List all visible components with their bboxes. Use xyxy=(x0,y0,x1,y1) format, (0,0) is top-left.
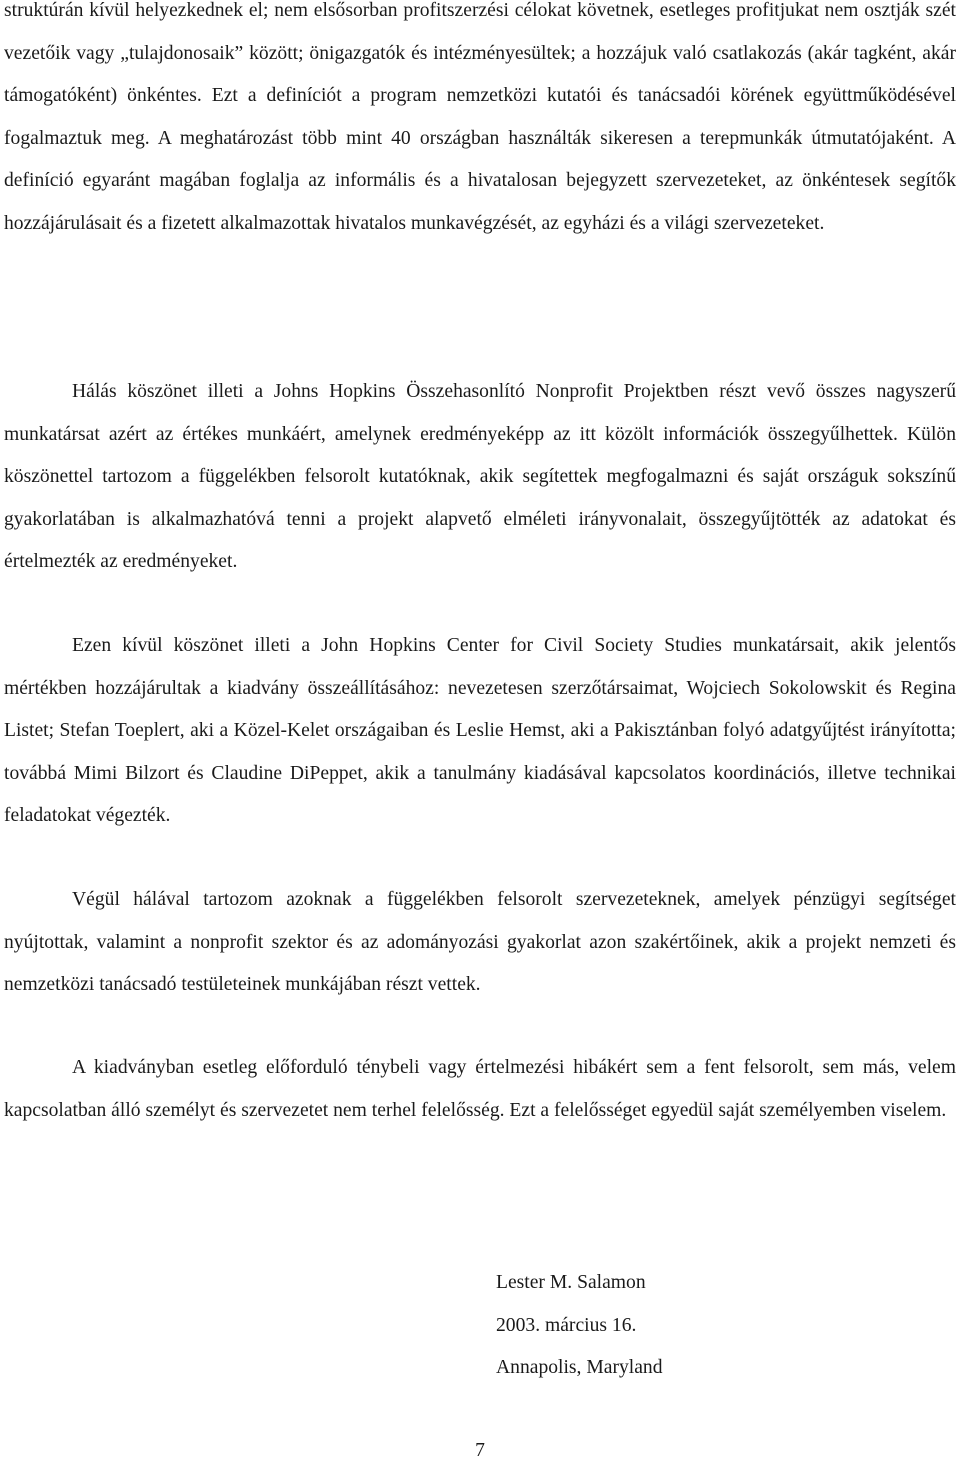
paragraph-acknowledgement-funders: Végül hálával tartozom azoknak a függelékben felsorolt szervezeteknek, amelyek pénzügyi segítséget nyújtottak, valamint a nonprofit szektor és az adományozási gyakorlat azon szakértőinek, akik a projekt nemzeti és nemzetközi tanácsadó testületeinek munkájában részt vettek. xyxy=(4,889,956,996)
signature-place: Annapolis, Maryland xyxy=(496,1357,663,1379)
paragraph-acknowledgement-project: Hálás köszönet illeti a Johns Hopkins Összehasonlító Nonprofit Projektben részt vevő összes nagyszerű munkatársat azért az értékes munkáért, amelynek eredményeképp az itt közölt információk összegyűlhettek. Külön köszönettel tartozom a függelékben felsorolt kutatóknak, akik segítettek megfogalmazni és saját országuk sokszínű gyakorlatában is alkalmazhatóvá tenni a projekt alapvető elméleti irányvonalait, összegyűjtötték az adatokat és értelmezték az eredményeket. xyxy=(4,381,956,573)
paragraph-acknowledgement-center: Ezen kívül köszönet illeti a John Hopkins Center for Civil Society Studies munkatársait, akik jelentős mértékben hozzájárultak a kiadvány összeállításához: nevezetesen szerzőtársaimat, Wojciech Sokolowskit és Regina Listet; Stefan Toeplert, aki a Közel-Kelet országaiban és Leslie Hemst, aki a Pakisztánban folyó adatgyűjtést irányította; továbbá Mimi Bilzort és Claudine DiPeppet, akik a tanulmány kiadásával kapcsolatos koordinációs, illetve technikai feladatokat végezték. xyxy=(4,635,956,827)
signature-name: Lester M. Salamon xyxy=(496,1272,646,1293)
paragraph-responsibility: A kiadványban esetleg előforduló ténybeli vagy értelmezési hibákért sem a fent felsorolt, sem más, velem kapcsolatban álló személyt és szervezetet nem terhel felelősség. Ezt a felelősséget egyedül saját személyemben viselem. xyxy=(4,1057,956,1121)
signature-date: 2003. március 16. xyxy=(496,1314,637,1336)
page-number: 7 xyxy=(475,1440,485,1461)
paragraph-continuation: struktúrán kívül helyezkednek el; nem elsősorban profitszerzési célokat követnek, esetleges profitjukat nem osztják szét vezetőik vagy „tulajdonosaik” között; önigazgatók és intézményesültek; a hozzájuk való csatlakozás (akár tagként, akár támogatóként) önkéntes. Ezt a definíciót a program nemzetközi kutatói és tanácsadói körének együttműködésével fogalmaztuk meg. A meghatározást több mint 40 országban használták sikeresen a terepmunkák útmutatójaként. A definíció egyaránt magában foglalja az informális és a hivatalosan bejegyzett szervezeteket, az önkéntesek segítők hozzájárulásait és a fizetett alkalmazottak hivatalos munkavégzését, az egyházi és a világi szervezeteket. xyxy=(4,0,956,234)
signature-block xyxy=(496,1262,663,1390)
